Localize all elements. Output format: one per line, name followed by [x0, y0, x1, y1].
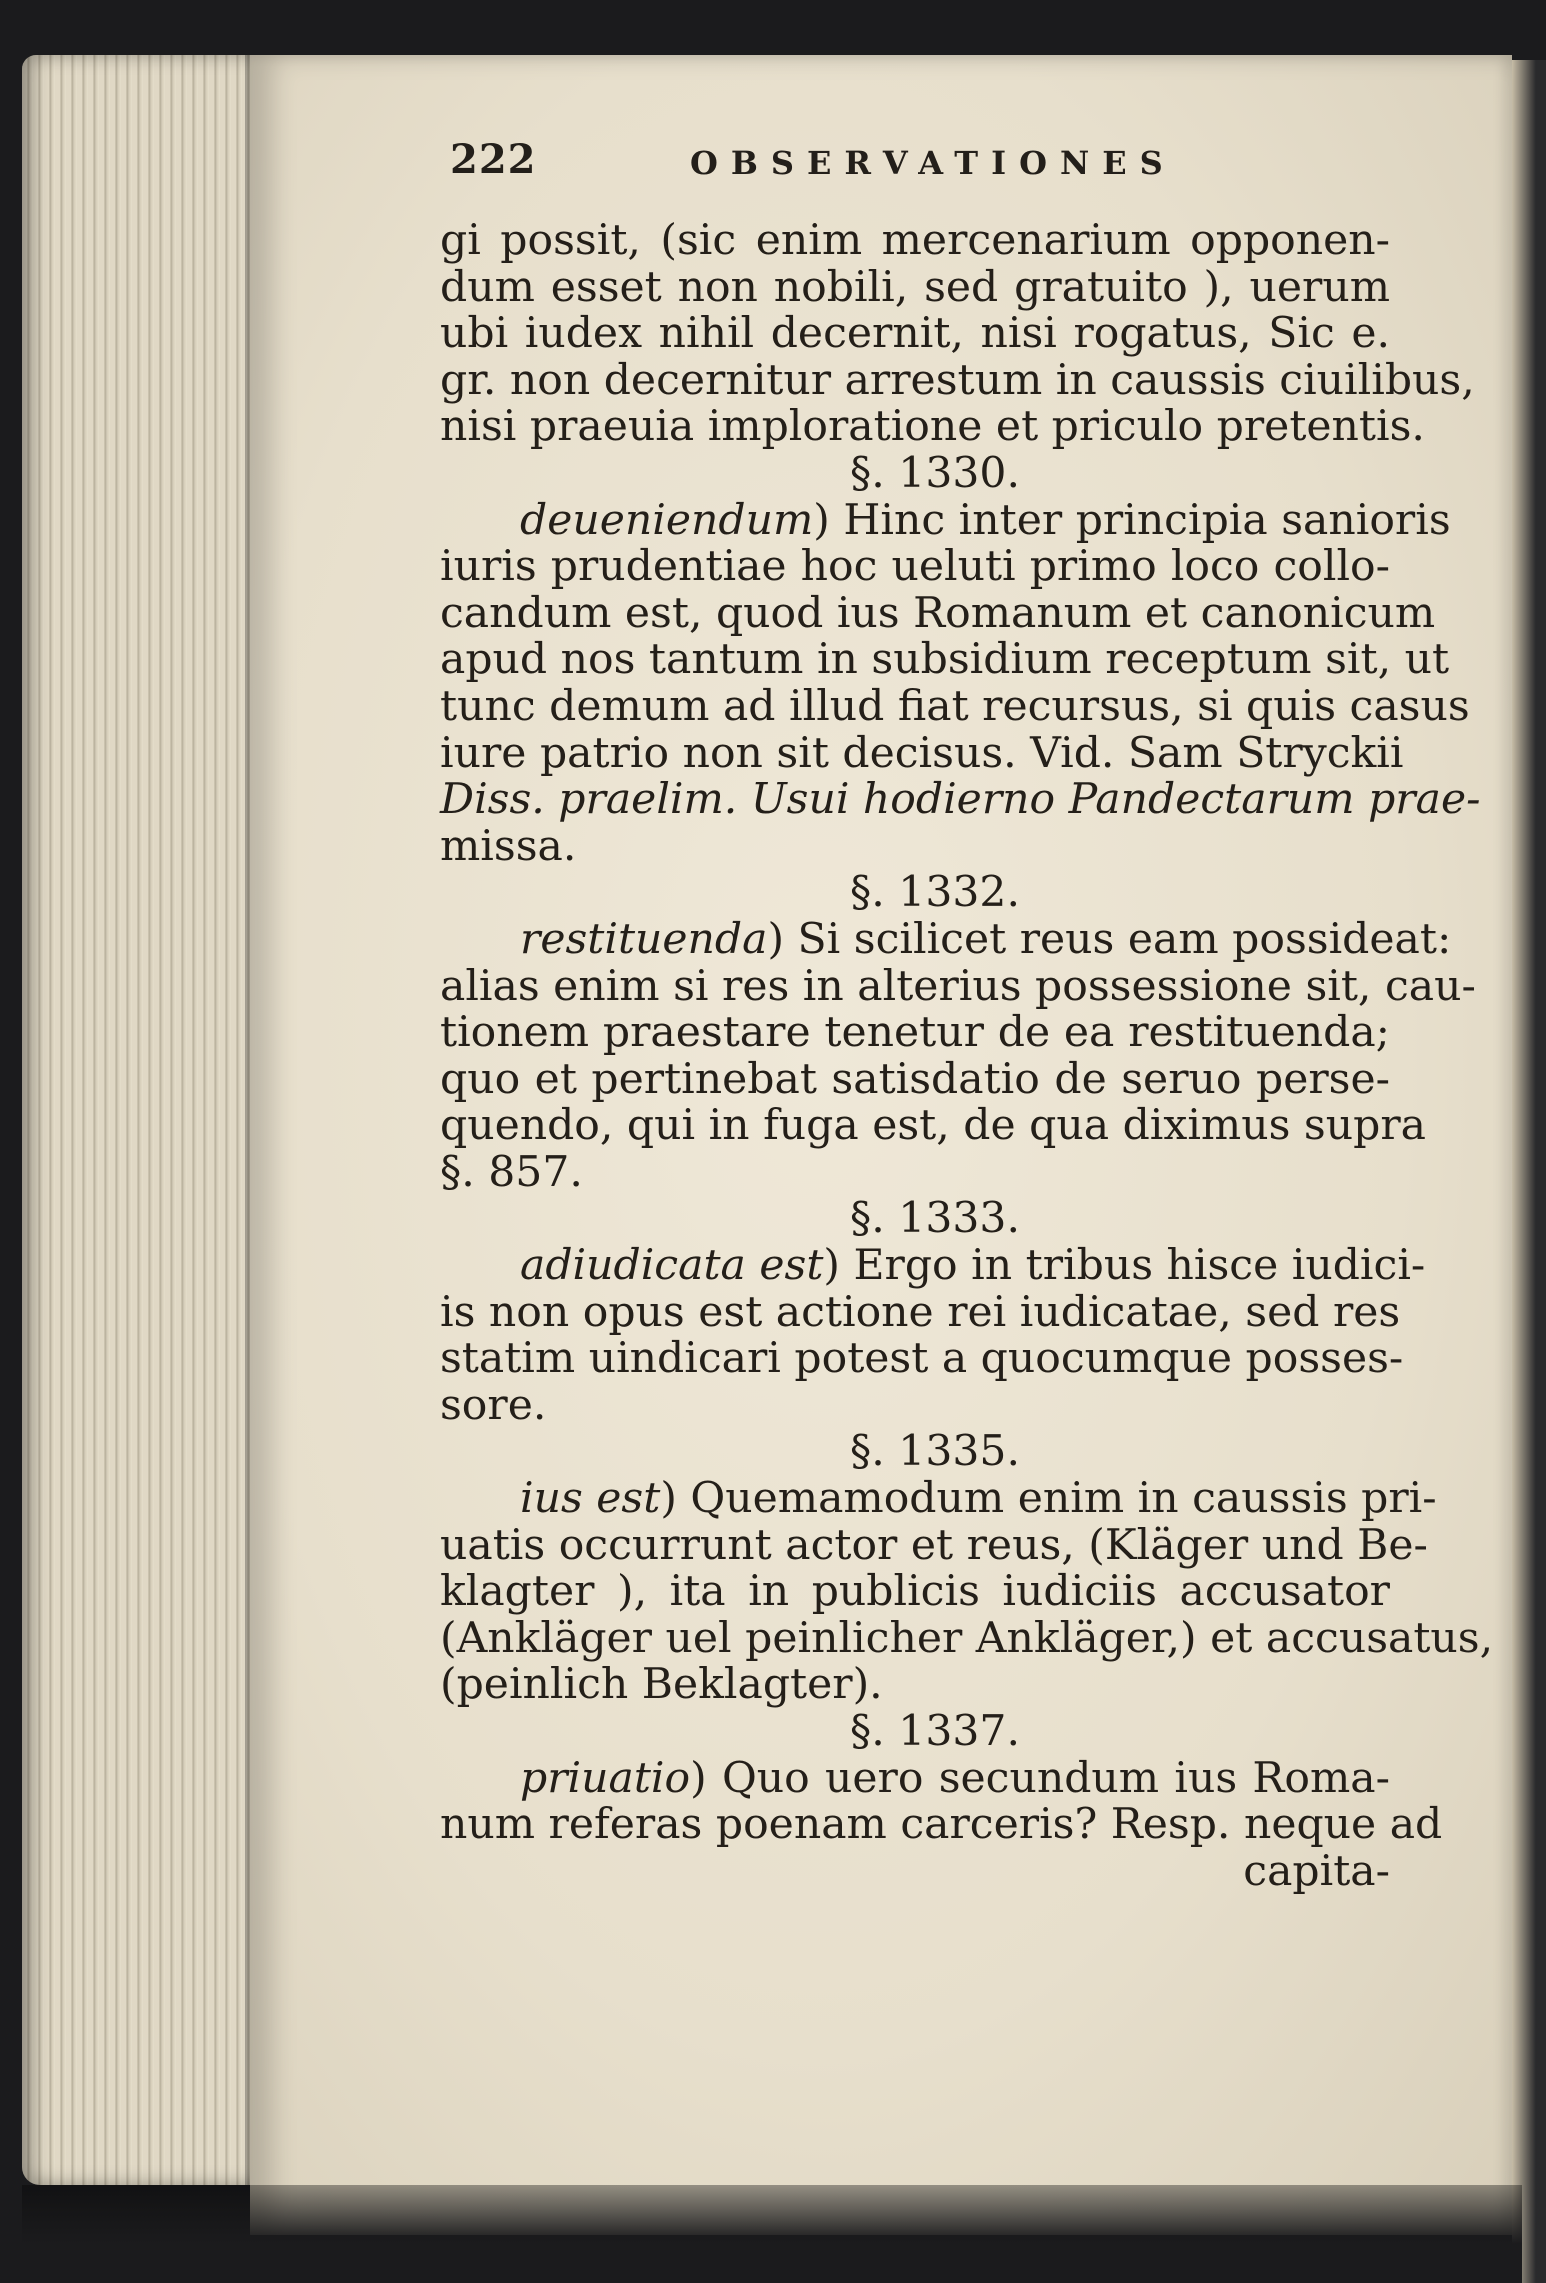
- text-line: apud nos tantum in subsidium receptum sit, ut: [440, 635, 1450, 685]
- lemma: adiudicata est: [520, 1241, 824, 1291]
- text-line: ubi iudex nihil decernit, nisi rogatus, Sic e.: [440, 309, 1390, 359]
- page-number: 222: [450, 136, 537, 183]
- text-line: uatis occurrunt actor et reus, (Kläger und Be-: [440, 1520, 1428, 1570]
- lemma: priuatio: [520, 1753, 691, 1803]
- section-heading: §. 1337.: [850, 1707, 1020, 1756]
- text-line: quo et pertinebat satisdatio de seruo perse-: [440, 1054, 1390, 1104]
- text-line: gi possit, (sic enim mercenarium opponen-: [440, 216, 1390, 265]
- text-line: statim uindicari potest a quocumque posses-: [440, 1334, 1404, 1384]
- text-line: num referas poenam carceris? Resp. neque ad: [440, 1800, 1443, 1850]
- text-line: klagter ), ita in publicis iudiciis accusator: [440, 1567, 1390, 1617]
- text-line: missa.: [440, 821, 577, 871]
- bottom-shadow: [22, 2185, 1522, 2283]
- page-edges: [22, 55, 267, 2185]
- text-line: candum est, quod ius Romanum et canonicum: [440, 588, 1436, 638]
- text-line: (peinlich Beklagter).: [440, 1660, 883, 1710]
- text-line: (Ankläger uel peinlicher Ankläger,) et accusatus,: [440, 1613, 1494, 1663]
- lemma: restituenda: [520, 914, 768, 964]
- text-line: dum esset non nobili, sed gratuito ), uerum: [440, 262, 1390, 312]
- body-text: [440, 216, 1494, 1896]
- text-line: Diss. praelim. Usui hodierno Pandectarum prae-: [440, 775, 1481, 825]
- lemma: ius est: [520, 1474, 661, 1524]
- section-heading: §. 1330.: [850, 448, 1020, 498]
- text-line: iure patrio non sit decisus. Vid. Sam Stryckii: [440, 728, 1404, 778]
- text-line: iuris prudentiae hoc ueluti primo loco collo-: [440, 542, 1390, 592]
- text-line: quendo, qui in fuga est, de qua diximus supra: [440, 1101, 1426, 1151]
- text-line: nisi praeuia imploratione et priculo pretentis.: [440, 402, 1425, 452]
- text-line: is non opus est actione rei iudicatae, sed res: [440, 1287, 1401, 1337]
- text-line: tunc demum ad illud fiat recursus, si quis casus: [440, 681, 1470, 731]
- lemma: deueniendum: [520, 495, 814, 545]
- text-line: adiudicata est) Ergo in tribus hisce iudici-: [520, 1241, 1426, 1291]
- text-line: sore.: [440, 1380, 547, 1430]
- text-line: priuatio) Quo uero secundum ius Roma-: [520, 1753, 1390, 1803]
- text-line: deueniendum) Hinc inter principia sanioris: [520, 495, 1451, 545]
- section-heading: §. 1333.: [850, 1194, 1020, 1244]
- text-line: tionem praestare tenetur de ea restituenda;: [440, 1008, 1390, 1058]
- facing-page-edge: [1512, 60, 1546, 2283]
- catchword: capita-: [1243, 1846, 1390, 1896]
- section-heading: §. 1335.: [850, 1427, 1020, 1477]
- text-line: alias enim si res in alterius possessione sit, cau-: [440, 961, 1476, 1011]
- text-line: gr. non decernitur arrestum in caussis ciuilibus,: [440, 355, 1475, 405]
- running-head: OBSERVATIONES: [690, 144, 1176, 182]
- section-heading: §. 1332.: [850, 868, 1020, 918]
- text-line: restituenda) Si scilicet reus eam possideat:: [520, 914, 1452, 964]
- text-line: ius est) Quemamodum enim in caussis pri-: [520, 1474, 1437, 1524]
- text-line: §. 857.: [440, 1147, 583, 1197]
